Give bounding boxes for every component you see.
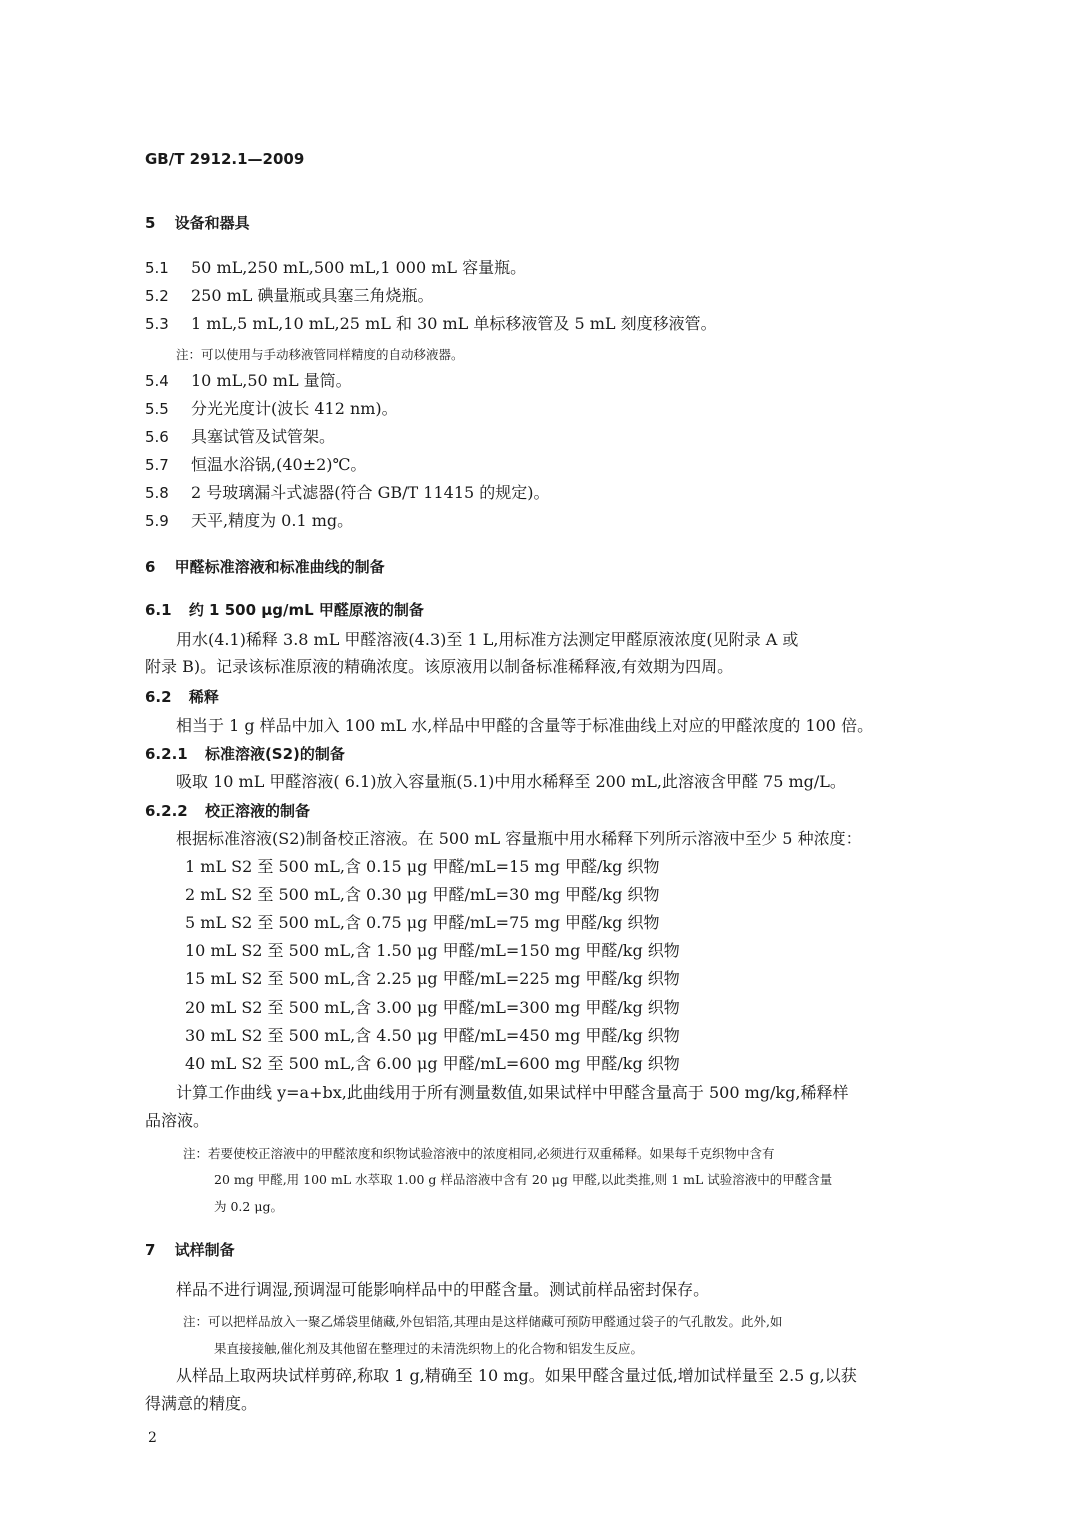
section-title: 稀释: [188, 688, 219, 706]
page-number: 2: [148, 1430, 157, 1446]
item-5-9: [145, 511, 353, 531]
item-5-6: [145, 427, 335, 447]
paragraph-6-1-line2: 附录 B)。记录该标准原液的精确浓度。该原液用以制备标准稀释液,有效期为四周。: [145, 657, 734, 676]
section-5-heading: [145, 213, 250, 233]
section-number: 6.2.2: [145, 802, 188, 820]
item-5-5: [145, 399, 398, 419]
item-number: 5.4: [145, 372, 169, 390]
dilution-row: 15 mL S2 至 500 mL,含 2.25 μg 甲醛/mL=225 mg 甲醛/kg 织物: [185, 969, 680, 988]
paragraph-6-2-2: 根据标准溶液(S2)制备校正溶液。在 500 mL 容量瓶中用水稀释下列所示溶液中至少 5 种浓度：: [176, 829, 862, 848]
dilution-row: 10 mL S2 至 500 mL,含 1.50 μg 甲醛/mL=150 mg 甲醛/kg 织物: [185, 941, 680, 960]
dilution-row: 30 mL S2 至 500 mL,含 4.50 μg 甲醛/mL=450 mg 甲醛/kg 织物: [185, 1026, 680, 1045]
note-6-line3: 为 0.2 μg。: [214, 1199, 283, 1214]
note-7-line2: 果直接接触,催化剂及其他留在整理过的未清洗织物上的化合物和铝发生反应。: [214, 1341, 643, 1356]
section-6-2-2-heading: [145, 801, 310, 821]
item-5-1: [145, 258, 526, 278]
section-number: 6: [145, 558, 156, 576]
paragraph-6-1-line1: 用水(4.1)稀释 3.8 mL 甲醛溶液(4.3)至 1 L,用标准方法测定甲醛原液浓度(见附录 A 或: [176, 630, 799, 649]
section-title: 试样制备: [174, 1241, 235, 1259]
dilution-row: 40 mL S2 至 500 mL,含 6.00 μg 甲醛/mL=600 mg 甲醛/kg 织物: [185, 1054, 680, 1073]
paragraph-6-2: 相当于 1 g 样品中加入 100 mL 水,样品中甲醛的含量等于标准曲线上对应的甲醛浓度的 100 倍。: [176, 716, 874, 735]
item-5-7: [145, 455, 366, 475]
item-text: 10 mL,50 mL 量筒。: [191, 371, 352, 390]
item-text: 50 mL,250 mL,500 mL,1 000 mL 容量瓶。: [191, 258, 527, 277]
section-title: 标准溶液(S2)的制备: [204, 745, 345, 763]
item-number: 5.6: [145, 428, 169, 446]
section-title: 甲醛标准溶液和标准曲线的制备: [174, 558, 385, 576]
note-6-line1: 注：若要使校正溶液中的甲醛浓度和织物试验溶液中的浓度相同,必须进行双重稀释。如果每千克织物中含有: [183, 1146, 775, 1161]
section-number: 5: [145, 214, 156, 232]
item-number: 5.3: [145, 315, 169, 333]
paragraph-7-1: 样品不进行调湿,预调湿可能影响样品中的甲醛含量。测试前样品密封保存。: [176, 1280, 710, 1299]
item-text: 恒温水浴锅,(40±2)℃。: [191, 455, 367, 474]
section-title: 校正溶液的制备: [204, 802, 310, 820]
standard-header: GB/T 2912.1—2009: [145, 150, 305, 168]
item-number: 5.9: [145, 512, 169, 530]
section-number: 6.2: [145, 688, 172, 706]
item-5-8: [145, 483, 550, 503]
item-text: 天平,精度为 0.1 mg。: [191, 511, 354, 530]
item-number: 5.2: [145, 287, 169, 305]
section-title: 设备和器具: [174, 214, 250, 232]
dilution-row: 20 mL S2 至 500 mL,含 3.00 μg 甲醛/mL=300 mg 甲醛/kg 织物: [185, 998, 680, 1017]
item-5-3: [145, 314, 717, 334]
note-5-3: 注：可以使用与手动移液管同样精度的自动移液器。: [176, 347, 464, 362]
curve-paragraph-line2: 品溶液。: [145, 1111, 210, 1130]
paragraph-6-2-1: 吸取 10 mL 甲醛溶液( 6.1)放入容量瓶(5.1)中用水稀释至 200 mL,此溶液含甲醛 75 mg/L。: [176, 772, 846, 791]
item-text: 具塞试管及试管架。: [191, 427, 336, 446]
paragraph-7-2-line1: 从样品上取两块试样剪碎,称取 1 g,精确至 10 mg。如果甲醛含量过低,增加试样量至 2.5 g,以获: [176, 1366, 857, 1385]
item-5-4: [145, 371, 352, 391]
item-number: 5.8: [145, 484, 169, 502]
section-number: 6.1: [145, 601, 172, 619]
item-text: 分光光度计(波长 412 nm)。: [191, 399, 398, 418]
curve-paragraph-line1: 计算工作曲线 y=a+bx,此曲线用于所有测量数值,如果试样中甲醛含量高于 500 mg/kg,稀释样: [176, 1083, 849, 1102]
section-6-heading: [145, 557, 385, 577]
item-number: 5.5: [145, 400, 169, 418]
item-text: 250 mL 碘量瓶或具塞三角烧瓶。: [191, 286, 434, 305]
section-6-2-heading: [145, 687, 219, 707]
paragraph-7-2-line2: 得满意的精度。: [145, 1394, 258, 1413]
dilution-row: 2 mL S2 至 500 mL,含 0.30 μg 甲醛/mL=30 mg 甲醛/kg 织物: [185, 885, 660, 904]
item-number: 5.7: [145, 456, 169, 474]
section-number: 7: [145, 1241, 156, 1259]
item-5-2: [145, 286, 434, 306]
item-text: 1 mL,5 mL,10 mL,25 mL 和 30 mL 单标移液管及 5 mL 刻度移液管。: [191, 314, 717, 333]
section-6-1-heading: [145, 600, 424, 620]
dilution-row: 5 mL S2 至 500 mL,含 0.75 μg 甲醛/mL=75 mg 甲醛/kg 织物: [185, 913, 660, 932]
item-number: 5.1: [145, 259, 169, 277]
item-text: 2 号玻璃漏斗式滤器(符合 GB/T 11415 的规定)。: [191, 483, 550, 502]
section-number: 6.2.1: [145, 745, 188, 763]
section-title: 约 1 500 μg/mL 甲醛原液的制备: [188, 601, 424, 619]
dilution-row: 1 mL S2 至 500 mL,含 0.15 μg 甲醛/mL=15 mg 甲醛/kg 织物: [185, 857, 660, 876]
section-6-2-1-heading: [145, 744, 345, 764]
note-7-line1: 注：可以把样品放入一聚乙烯袋里储藏,外包铝箔,其理由是这样储藏可预防甲醛通过袋子的气孔散发。此外,如: [183, 1314, 783, 1329]
section-7-heading: [145, 1240, 235, 1260]
note-6-line2: 20 mg 甲醛,用 100 mL 水萃取 1.00 g 样品溶液中含有 20 μg 甲醛,以此类推,则 1 mL 试验溶液中的甲醛含量: [214, 1172, 833, 1187]
